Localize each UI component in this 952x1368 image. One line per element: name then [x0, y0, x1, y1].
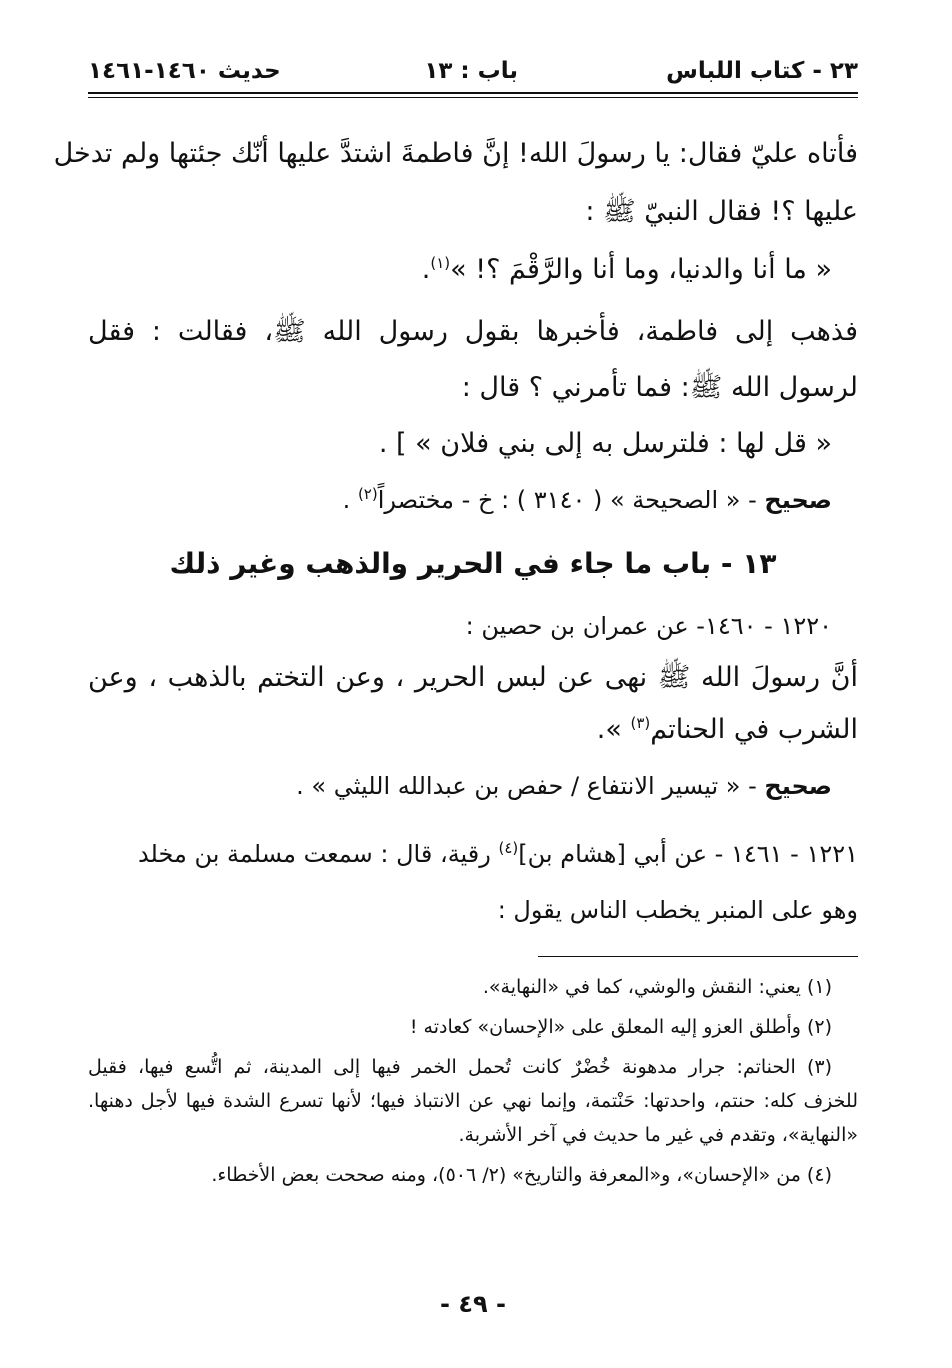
- hadith-1220-line-2: الشرب في الحناتم$^{(٣)}$ ».: [596, 714, 858, 745]
- grade-line-2: [88, 766, 832, 806]
- quote-text: « ما أنا والدنيا، وما أنا والرَّقْمَ ؟! »: [450, 254, 832, 285]
- footnote-2: (٢) وأطلق العزو إليه المعلق على «الإحسان» كعادته !: [409, 1016, 832, 1038]
- grade-source: - « تيسير الانتفاع / حفص بن عبدالله الليثي » .: [296, 772, 765, 800]
- footnote-4: (٤) من «الإحسان»، و«المعرفة والتاريخ» (٢/ ٥٠٦)، ومنه صححت بعض الأخطاء.: [211, 1164, 832, 1186]
- text-line-5: لرسول الله ﷺ: فما تأمرني ؟ قال :: [461, 372, 858, 403]
- quote-line-1: [88, 250, 832, 290]
- running-header: [88, 58, 858, 88]
- hadith-1220-line-1: أنَّ رسولَ الله ﷺ نهى عن لبس الحرير ، وعن التختم بالذهب ، وعن: [88, 662, 858, 693]
- footnote-3-line-3: «النهاية»، وتقدم في غير ما حديث في آخر الأشربة.: [458, 1124, 858, 1146]
- hadith-1220-heading: ١٢٢٠ - ١٤٦٠- عن عمران بن حصين :: [465, 612, 832, 640]
- header-chapter: باب : ١٣: [424, 58, 518, 84]
- page-number: - ٤٩ -: [440, 1290, 506, 1318]
- footnote-ref-4: (٤): [498, 839, 519, 857]
- hadith-1221-line-2: وهو على المنبر يخطب الناس يقول :: [497, 896, 858, 924]
- chapter-title: ١٣ - باب ما جاء في الحرير والذهب وغير ذلك: [169, 547, 777, 580]
- grade-label: صحيح: [764, 486, 832, 514]
- footnote-1: (١) يعني: النقش والوشي، كما في «النهاية».: [482, 976, 832, 998]
- header-rule-thin: [88, 97, 858, 98]
- grade-line-1: صحيح - « الصحيحة » ( ٣١٤٠ ) : خ - مختصراً$^{(٢)}$ .: [342, 485, 832, 514]
- grade-label: صحيح: [764, 772, 832, 800]
- quote-line-2: « قل لها : فلترسل به إلى بني فلان » ] .: [378, 428, 832, 459]
- quote-end: .: [421, 254, 431, 285]
- footnote-ref-2: (٢): [357, 485, 378, 503]
- footnote-ref-1: (١): [430, 254, 451, 272]
- footnote-separator: [538, 956, 858, 957]
- footnote-3-line-1: (٣) الحناتم: جرار مدهونة خُضْرٌ كانت تُحمل الخمر فيها إلى المدينة، ثم اتُّسع فيها، فقيل: [88, 1056, 832, 1078]
- book-page: [53, 50, 858, 1350]
- header-rule-thick: [88, 92, 858, 94]
- text-line-4: فذهب إلى فاطمة، فأخبرها بقول رسول الله ﷺ، فقالت : فقل: [88, 316, 858, 347]
- grade-source: - « الصحيحة » ( ٣١٤٠ ) : خ - مختصراً: [377, 486, 765, 514]
- header-hadith-range: حديث ١٤٦٠-١٤٦١: [88, 58, 281, 84]
- text-line-1: فأتاه عليّ فقال: يا رسولَ الله! إنَّ فاطمةَ اشتدَّ عليها أنّك جئتها ولم تدخل: [53, 138, 858, 169]
- hadith-1221-heading: ١٢٢١ - ١٤٦١ - عن أبي [هشام بن]$^{(٤)}$ رقية، قال : سمعت مسلمة بن مخلد: [137, 839, 858, 868]
- header-book-title: ٢٣ - كتاب اللباس: [666, 58, 858, 84]
- footnote-ref-3: (٣): [630, 714, 651, 732]
- text-line-2: عليها ؟! فقال النبيّ ﷺ :: [585, 196, 858, 227]
- footnote-3-line-2: للخزف كله: حنتم، واحدتها: حَنْتمة، وإنما نهي عن الانتباذ فيها؛ لأنها تسرع الشدة فيها لأجل دهنها.: [88, 1090, 858, 1112]
